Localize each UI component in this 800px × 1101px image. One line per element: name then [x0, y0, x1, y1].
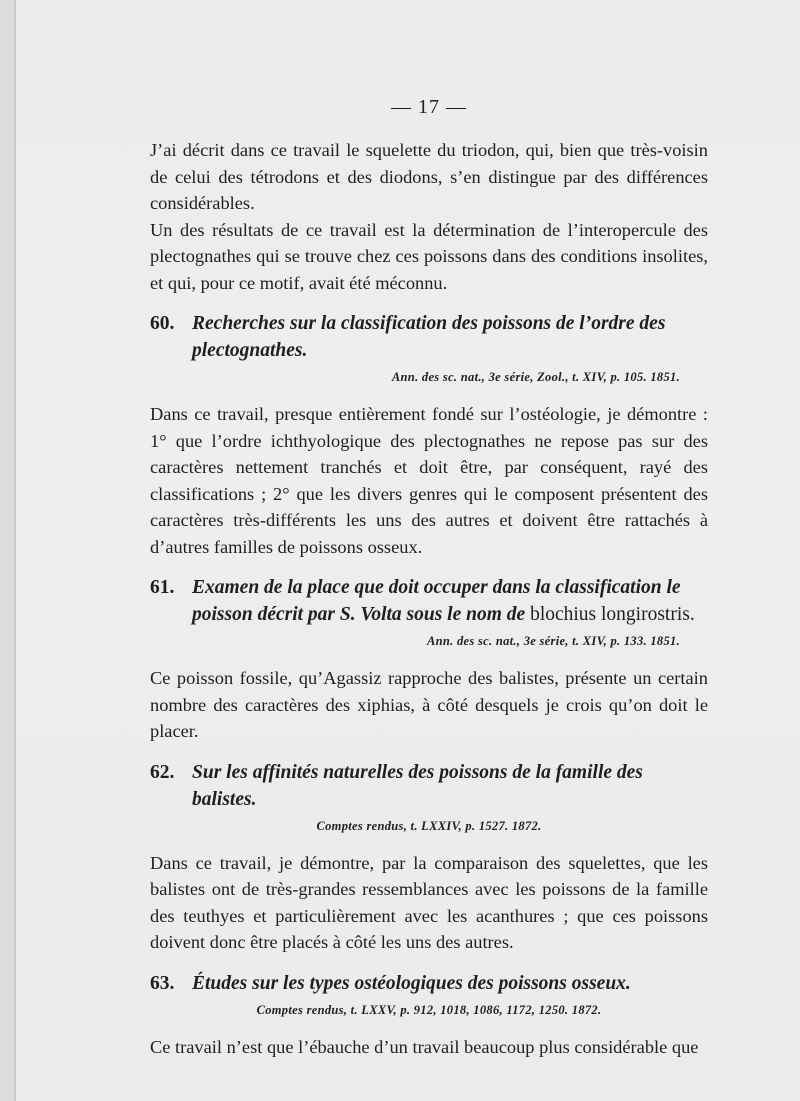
- entry-62: [150, 759, 708, 956]
- entry-body: Ce poisson fossile, qu’Agassiz rapproche des balistes, présente un certain nombre des caractères des xiphias, à côté desquels je crois qu’on doit le placer.: [150, 668, 708, 741]
- entry-63: [150, 970, 708, 1061]
- entry-heading: [150, 574, 708, 628]
- entry-reference: Comptes rendus, t. LXXIV, p. 1527. 1872.: [316, 818, 542, 833]
- entry-61: [150, 574, 708, 745]
- entry-body: Dans ce travail, presque entièrement fondé sur l’ostéologie, je démontre : 1° que l’ordre ichthyologique des plectognathes ne repose pas sur des caractères nettement tranchés et doit être, par conséquent, rayé des classifications ; 2° que les divers genres qui le composent présentent des caractères très-différents les uns des autres et doivent être rattachés à d’autres familles de poissons osseux.: [150, 404, 708, 557]
- entry-reference: Comptes rendus, t. LXXV, p. 912, 1018, 1086, 1172, 1250. 1872.: [256, 1002, 602, 1017]
- intro-paragraph-2: Un des résultats de ce travail est la détermination de l’interopercule des plectognathes qui se trouve chez ces poissons dans des conditions insolites, et qui, pour ce motif, avait été méconnu.: [150, 219, 708, 293]
- entry-number: 62.: [150, 761, 175, 783]
- entry-number: 60.: [150, 313, 175, 334]
- entry-title: [192, 574, 708, 628]
- entry-heading: [150, 310, 708, 364]
- entry-reference: Ann. des sc. nat., 3e série, Zool., t. XIV, p. 105. 1851.: [391, 370, 680, 384]
- page-number: — 17 —: [391, 96, 467, 118]
- page-content: [150, 96, 708, 1060]
- entry-number: 63.: [150, 972, 175, 994]
- entry-title: Sur les affinités naturelles des poissons de la famille des balistes.: [192, 761, 643, 810]
- entry-reference: Ann. des sc. nat., 3e série, t. XIV, p. 133. 1851.: [427, 634, 680, 648]
- entry-60: [150, 310, 708, 560]
- entry-title-italic: Examen de la place que doit occuper dans la classification le poisson décrit par S. Volta sous le nom de: [192, 577, 681, 625]
- entry-body: Dans ce travail, je démontre, par la comparaison des squelettes, que les balistes ont de très-grandes ressemblances avec les poissons de la famille des teuthyes et particulièrement avec les acanthures ; que ces poissons doivent donc être placés à côté les uns des autres.: [150, 852, 708, 952]
- entry-body: Ce travail n’est que l’ébauche d’un travail beaucoup plus considérable que: [150, 1036, 699, 1057]
- document-page: [14, 0, 800, 1101]
- entry-heading: [150, 970, 708, 997]
- entry-title: Études sur les types ostéologiques des poissons osseux.: [192, 972, 631, 994]
- entry-title-species: blochius longirostris.: [530, 604, 695, 625]
- entry-number: 61.: [150, 577, 175, 598]
- entry-title: Recherches sur la classification des poissons de l’ordre des plectognathes.: [192, 313, 666, 361]
- entry-heading: [150, 759, 708, 813]
- intro-paragraph-1: J’ai décrit dans ce travail le squelette du triodon, qui, bien que très-voisin de celui des tétrodons et des diodons, s’en distingue par des différences considérables.: [150, 140, 708, 213]
